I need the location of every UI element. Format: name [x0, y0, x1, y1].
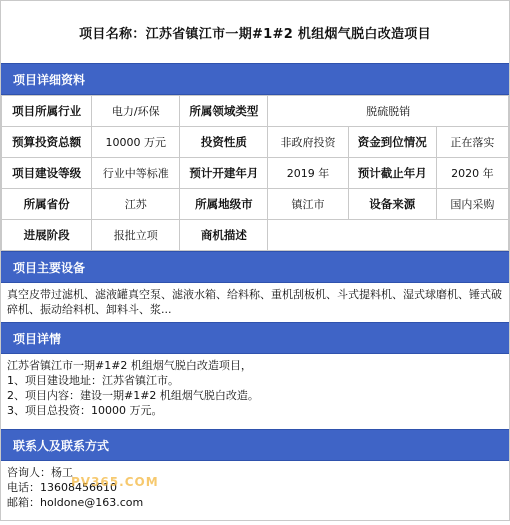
table-row [2, 189, 509, 220]
section-header-contact: 联系人及联系方式 [1, 429, 509, 461]
contact-phone: 电话：13608456610 [7, 481, 117, 494]
table-cell: 电力/环保 [92, 96, 180, 127]
contact-info [1, 461, 509, 525]
table-cell: 脱硫脱销 [268, 96, 509, 127]
table-cell: 国内采购 [436, 189, 508, 220]
page-title: 项目名称：江苏省镇江市一期#1#2 机组烟气脱白改造项目 [79, 26, 431, 42]
detail-line: 2、项目内容：建设一期#1#2 机组烟气脱白改造。 [7, 389, 259, 402]
table-cell: 预算投资总额 [2, 127, 92, 158]
table-cell: 2019 年 [268, 158, 348, 189]
section-header-equipment: 项目主要设备 [1, 251, 509, 283]
table-cell: 2020 年 [436, 158, 508, 189]
section-header-project: 项目详情 [1, 322, 509, 354]
project-details [1, 354, 509, 429]
watermark: PV365.COM [71, 475, 159, 489]
table-cell: 所属地级市 [180, 189, 268, 220]
table-cell: 项目所属行业 [2, 96, 92, 127]
table-cell: 投资性质 [180, 127, 268, 158]
contact-person: 咨询人：杨工 [7, 466, 73, 479]
detail-table [1, 95, 509, 251]
table-cell: 预计截止年月 [348, 158, 436, 189]
table-cell: 所属领域类型 [180, 96, 268, 127]
table-cell: 所属省份 [2, 189, 92, 220]
table-cell [268, 220, 509, 251]
detail-line: 1、项目建设地址：江苏省镇江市。 [7, 374, 179, 387]
contact-email: 邮箱：holdone@163.com [7, 496, 144, 509]
table-cell: 商机描述 [180, 220, 268, 251]
table-cell: 资金到位情况 [348, 127, 436, 158]
detail-line: 3、项目总投资：10000 万元。 [7, 404, 163, 417]
table-cell: 10000 万元 [92, 127, 180, 158]
table-cell: 正在落实 [436, 127, 508, 158]
table-cell: 设备来源 [348, 189, 436, 220]
table-cell: 报批立项 [92, 220, 180, 251]
table-cell: 镇江市 [268, 189, 348, 220]
table-cell: 进展阶段 [2, 220, 92, 251]
table-cell: 预计开建年月 [180, 158, 268, 189]
table-row [2, 158, 509, 189]
table-cell: 项目建设等级 [2, 158, 92, 189]
table-cell: 江苏 [92, 189, 180, 220]
section-header-detail: 项目详细资料 [1, 63, 509, 95]
table-cell: 行业中等标准 [92, 158, 180, 189]
detail-line: 江苏省镇江市一期#1#2 机组烟气脱白改造项目， [7, 359, 252, 372]
table-row [2, 96, 509, 127]
table-row [2, 220, 509, 251]
equipment-list: 真空皮带过滤机、滤液罐真空泵、滤液水箱、给料称、重机刮板机、斗式提料机、湿式球磨机、锤式破碎机、振动给料机、卸料斗、浆... [7, 288, 502, 316]
table-cell: 非政府投资 [268, 127, 348, 158]
table-row [2, 127, 509, 158]
